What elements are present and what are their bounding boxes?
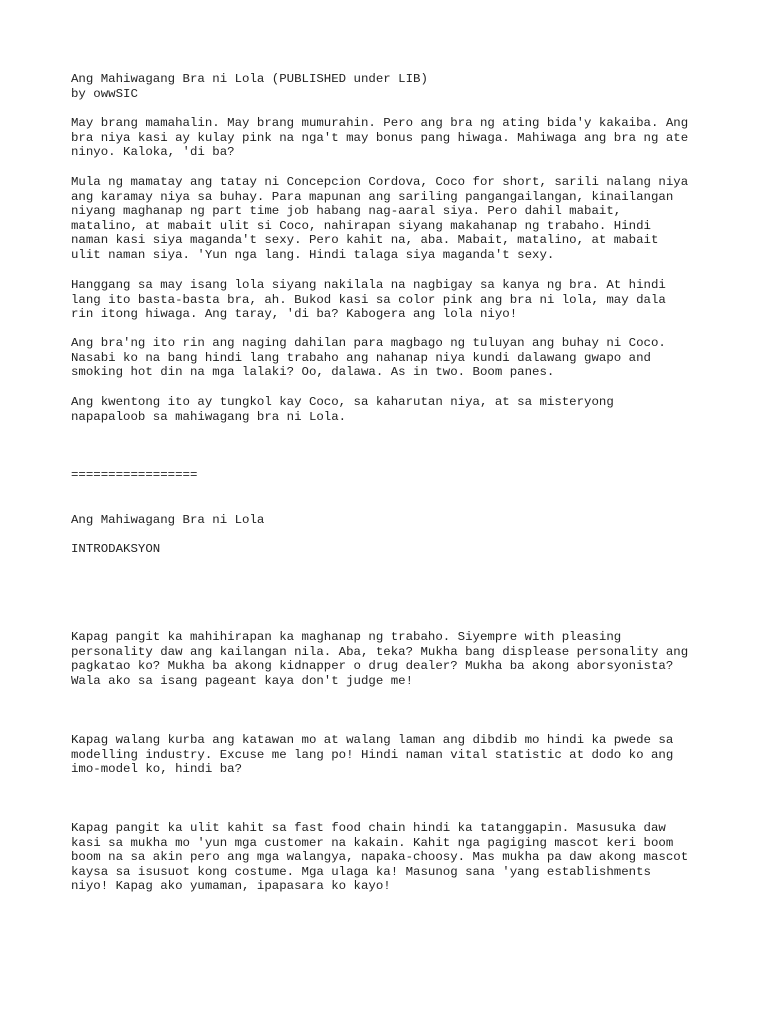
body-paragraph-3: Kapag pangit ka ulit kahit sa fast food chain hindi ka tatanggapin. Masusuka daw kasi sa mukha mo 'yun mga customer na kakain. Kahit nga pagiging mascot keri boom boom na sa akin pero ang mga walangya, napaka-choosy. Mas mukha pa daw akong mascot kaysa sa isusuot kong costume. Mga ulaga ka! Masunog sana 'yang establishments niyo! Kapag ako yumaman, ipapasara ko kayo!: [71, 821, 689, 894]
synopsis-paragraph-1: May brang mamahalin. May brang mumurahin. Pero ang bra ng ating bida'y kakaiba. Ang bra niya kasi ay kulay pink na nga't may bonus pang hiwaga. Mahiwaga ang bra ng ate ninyo. Kaloka, 'di ba?: [71, 116, 689, 160]
chapter-title: INTRODAKSYON: [71, 542, 161, 556]
author-line: by owwSIC: [71, 87, 138, 101]
synopsis-paragraph-5: Ang kwentong ito ay tungkol kay Coco, sa kaharutan niya, at sa misteryong napapaloob sa mahiwagang bra ni Lola.: [71, 395, 614, 424]
story-title: Ang Mahiwagang Bra ni Lola: [71, 513, 265, 527]
body-paragraph-2: Kapag walang kurba ang katawan mo at walang laman ang dibdib mo hindi ka pwede sa modelling industry. Excuse me lang po! Hindi naman vital statistic at dodo ko ang imo-model ko, hindi ba?: [71, 733, 674, 777]
synopsis-paragraph-2: Mula ng mamatay ang tatay ni Concepcion Cordova, Coco for short, sarili nalang niya ang karamay niya sa buhay. Para mapunan ang sariling pangangailangan, kinailangan niyang maghanap ng part time job habang nag-aaral siya. Pero dahil mabait, matalino, at mabait ulit si Coco, nahirapan siyang makahanap ng trabaho. Hindi naman kasi siya maganda't sexy. Pero kahit na, aba. Mabait, matalino, at mabait ulit naman siya. 'Yun nga lang. Hindi talaga siya maganda't sexy.: [71, 175, 689, 262]
book-title: Ang Mahiwagang Bra ni Lola (PUBLISHED under LIB): [71, 72, 428, 86]
body-paragraph-1: Kapag pangit ka mahihirapan ka maghanap ng trabaho. Siyempre with pleasing personality daw ang kailangan nila. Aba, teka? Mukha bang displease personality ang pagkatao ko? Mukha ba akong kidnapper o drug dealer? Mukha ba akong aborsyonista? Wala ako sa isang pageant kaya don't judge me!: [71, 630, 689, 688]
synopsis-paragraph-3: Hanggang sa may isang lola siyang nakilala na nagbigay sa kanya ng bra. At hindi lang ito basta-basta bra, ah. Bukod kasi sa color pink ang bra ni lola, may dala rin itong hiwaga. Ang taray, 'di ba? Kabogera ang lola niyo!: [71, 278, 666, 322]
synopsis-paragraph-4: Ang bra'ng ito rin ang naging dahilan para magbago ng tuluyan ang buhay ni Coco. Nasabi ko na bang hindi lang trabaho ang nahanap niya kundi dalawang gwapo and smoking hot din na mga lalaki? Oo, dalawa. As in two. Boom panes.: [71, 336, 666, 380]
section-separator: =================: [71, 468, 198, 482]
